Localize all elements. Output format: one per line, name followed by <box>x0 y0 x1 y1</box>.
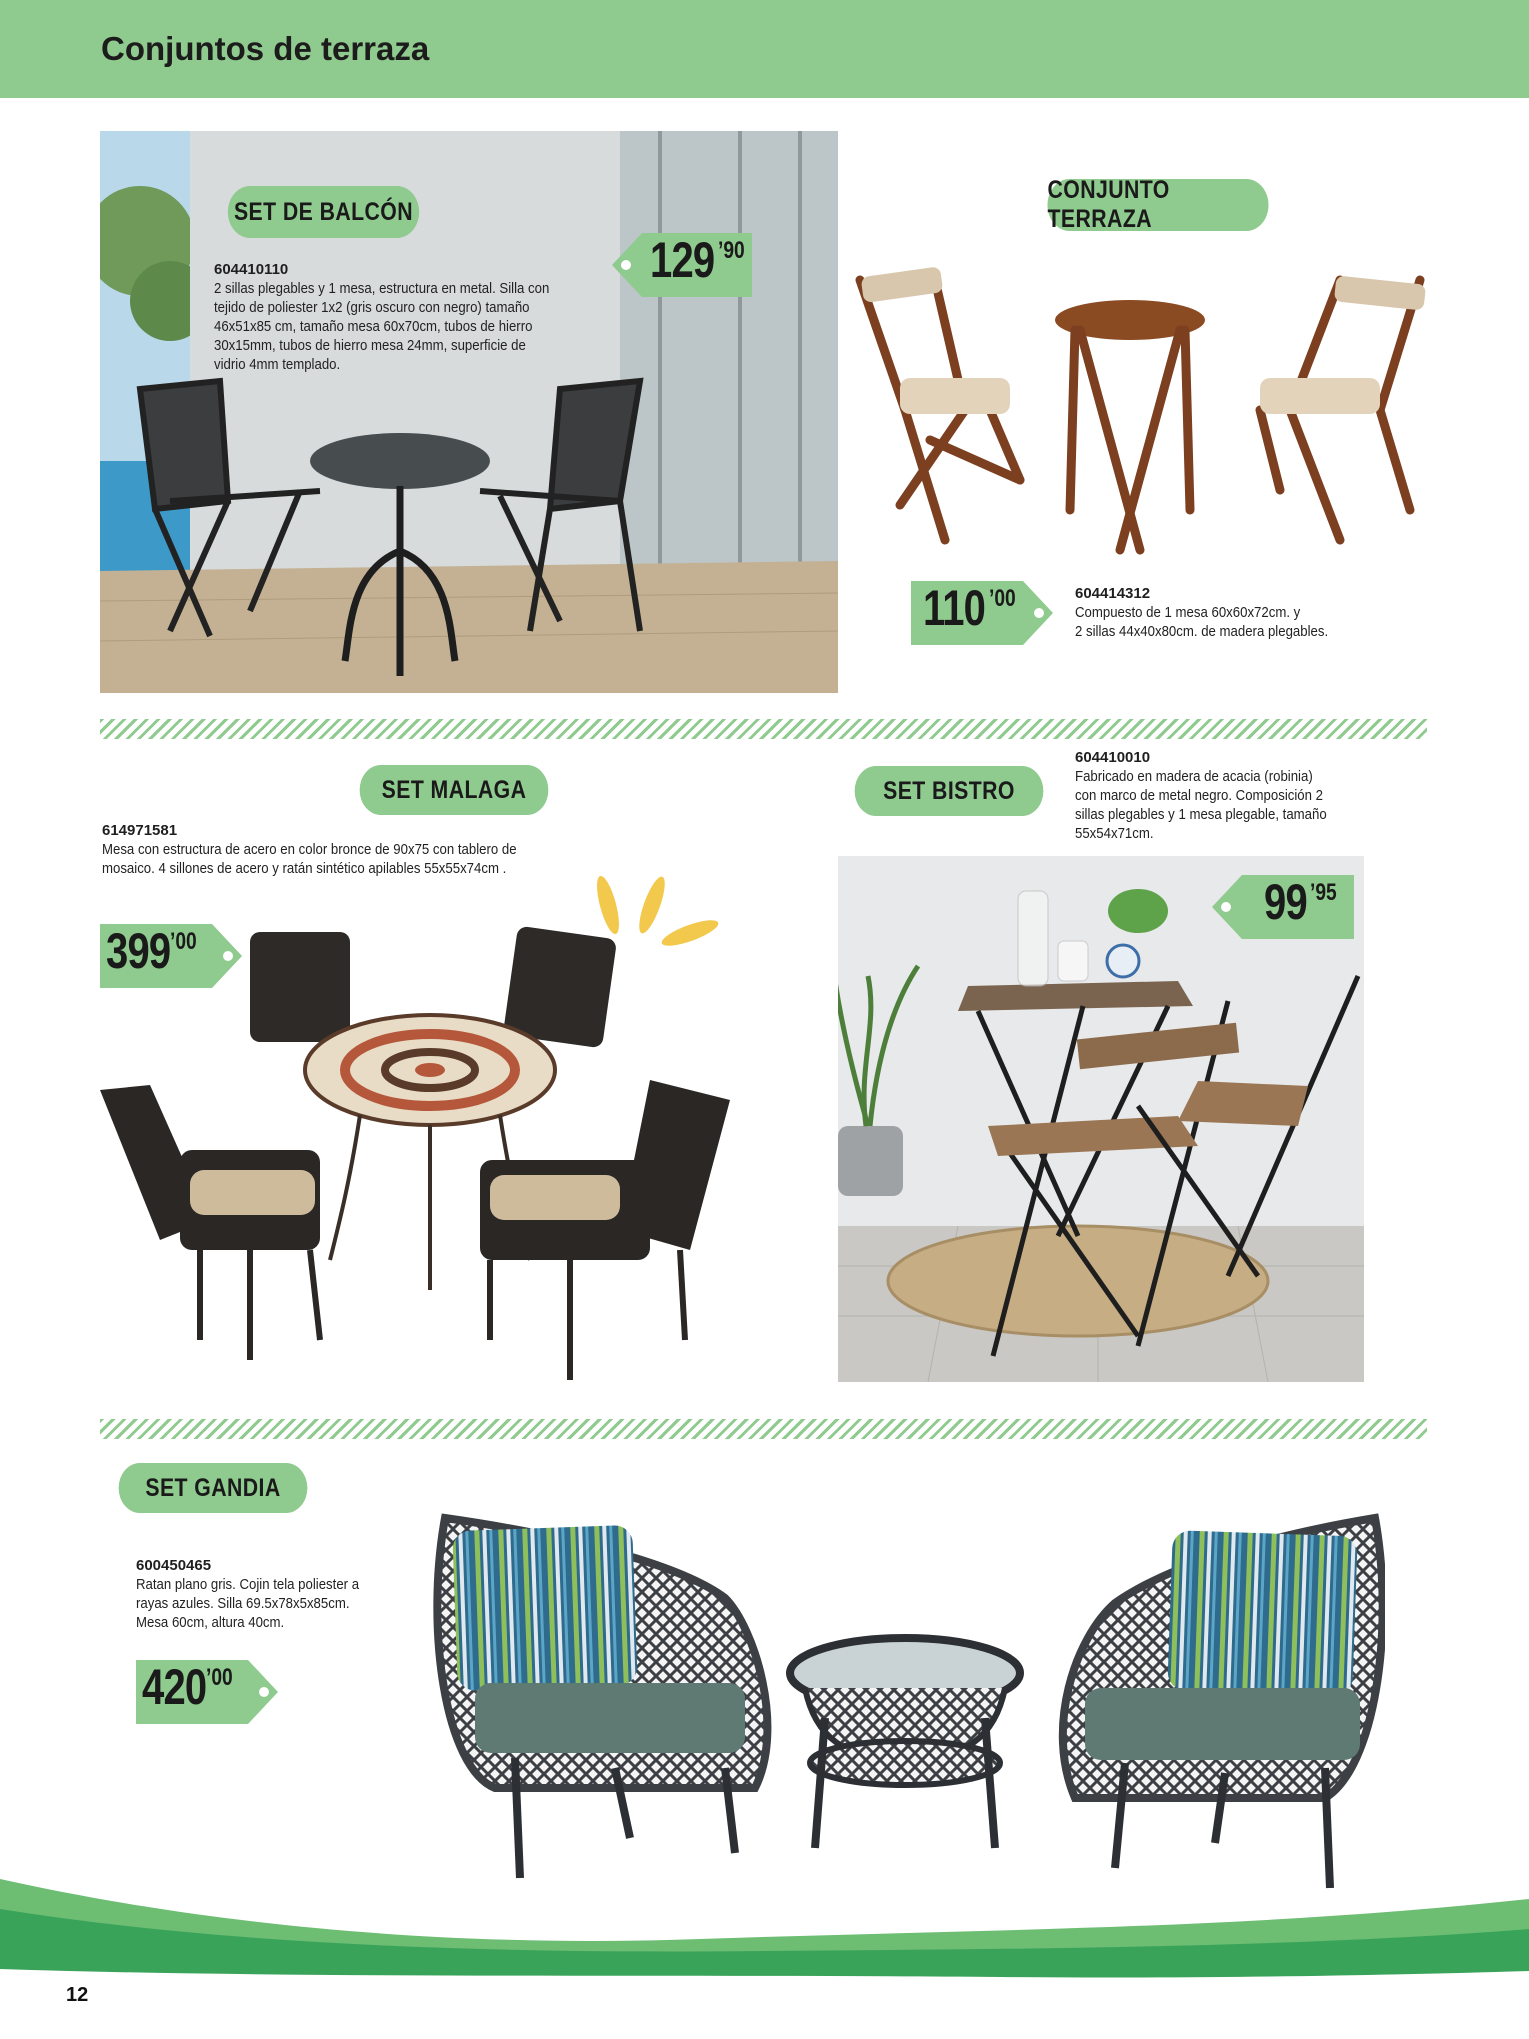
product-name: SET GANDIA <box>145 1473 281 1502</box>
product-photo-set-gandia <box>425 1508 1385 1908</box>
price-decimals: ’00 <box>170 928 198 955</box>
balcony-scene-illustration <box>100 131 838 693</box>
product-code: 600450465 <box>136 1557 212 1574</box>
price-decimals: ’95 <box>1309 879 1337 906</box>
product-code: 604410010 <box>1075 749 1151 766</box>
price-tag-tip <box>1023 581 1053 645</box>
section-divider <box>100 1419 1427 1439</box>
product-name-badge <box>360 765 549 815</box>
product-name: SET BISTRO <box>883 776 1015 805</box>
product-code: 604414312 <box>1075 585 1151 602</box>
price-integer: 420 <box>142 1659 207 1715</box>
product-name: SET DE BALCÓN <box>233 197 414 226</box>
price-integer: 129 <box>650 232 715 288</box>
product-photo-set-balcon <box>100 131 838 693</box>
product-description: Mesa con estructura de acero en color bronce de 90x75 con tablero de mosaico. 4 sillones de acero y ratán sintético apilables 55x55x74cm . <box>102 841 517 877</box>
product-description: Compuesto de 1 mesa 60x60x72cm. y 2 sillas 44x40x80cm. de madera plegables. <box>1075 604 1329 640</box>
product-description: Fabricado en madera de acacia (robinia) con marco de metal negro. Composición 2 sillas plegables y 1 mesa plegable, tamaño 55x54x71cm. <box>1075 768 1327 842</box>
price-decimals: ’00 <box>206 1664 234 1691</box>
price-tag <box>911 581 1053 645</box>
product-description: 2 sillas plegables y 1 mesa, estructura en metal. Silla con tejido de poliester 1x2 (gris oscuro con negro) tamaño 46x51x85 cm, tamaño mesa 60x70cm, tubos de hierro 30x15mm, tubos de hierro mesa 24mm, superficie de vidrio 4mm templado. <box>214 280 550 373</box>
price-decimals: ’00 <box>988 585 1016 612</box>
price-tag <box>1212 875 1354 939</box>
product-description: Ratan plano gris. Cojin tela poliester a rayas azules. Silla 69.5x78x5x85cm. Mesa 60cm, altura 40cm. <box>136 1576 360 1631</box>
product-photo-set-malaga <box>90 920 740 1380</box>
footer-wave-decoration <box>0 1859 1529 2039</box>
product-name: SET MALAGA <box>381 775 527 804</box>
product-code: 614971581 <box>102 822 178 839</box>
price-integer: 99 <box>1264 874 1307 930</box>
product-name: CONJUNTO TERRAZA <box>1047 176 1170 233</box>
product-name-badge <box>855 766 1044 816</box>
product-name-badge <box>119 1463 308 1513</box>
price-tag <box>612 233 752 297</box>
section-divider <box>100 719 1427 739</box>
price-integer: 110 <box>923 580 986 636</box>
price-integer: 399 <box>106 923 171 979</box>
page-number: 12 <box>66 1984 89 2006</box>
price-tag-tip <box>1212 875 1242 939</box>
product-name-badge <box>228 186 419 238</box>
product-code: 604410110 <box>214 261 289 278</box>
product-photo-conjunto-terraza <box>840 260 1460 560</box>
price-decimals: ’90 <box>718 237 746 264</box>
product-name-badge <box>1047 176 1269 233</box>
price-tag <box>136 1660 278 1724</box>
price-tag-tip <box>612 233 642 297</box>
page-title: Conjuntos de terraza <box>101 30 430 67</box>
price-tag-tip <box>248 1660 278 1724</box>
